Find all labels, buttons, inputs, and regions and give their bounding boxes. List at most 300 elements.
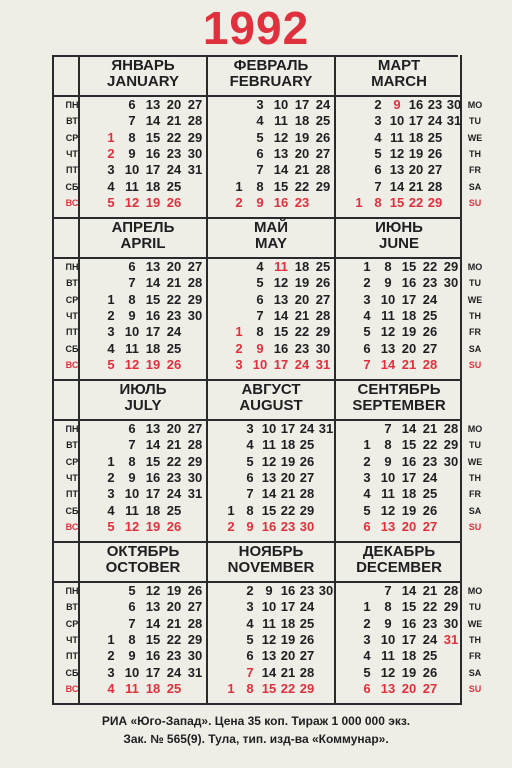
day-cell: 16 [145,145,161,161]
day-cell: 15 [145,129,161,145]
weekday-label-ru: СР [65,618,79,629]
day-cell: 16 [261,518,277,534]
weekday-label-ru: ВТ [66,602,78,613]
day-cell: 2 [235,194,243,210]
day-cell: 19 [145,518,161,534]
day-cell: 4 [256,259,264,274]
day-cell: 17 [294,97,310,112]
month-name-en: DECEMBER [356,559,442,576]
month-august [208,379,334,539]
day-cell: 23 [166,648,182,664]
month-december [336,541,462,701]
day-cell: 14 [401,421,417,436]
day-cell: 20 [294,145,310,161]
day-cell: 26 [166,518,182,534]
day-cell: 2 [363,453,371,469]
day-cell: 20 [166,259,182,274]
day-cell: 5 [363,502,371,518]
weekday-label-en: FR [469,165,481,176]
day-cell: 28 [315,162,331,178]
day-cell: 25 [166,178,182,194]
month-name-ru: ДЕКАБРЬ [362,543,436,560]
day-cell: 13 [380,340,396,356]
month-name-en: NOVEMBER [227,559,315,576]
day-cell: 13 [145,599,161,615]
day-cell: 25 [166,502,182,518]
weekday-label-en: FR [469,489,481,500]
day-cell: 2 [227,518,235,534]
day-cell: 19 [401,324,417,340]
day-cell: 29 [187,129,203,145]
print-info-line: Зак. № 565(9). Тула, тип. изд-ва «Коммунар». [123,732,389,746]
month-name-en: SEPTEMBER [352,397,446,414]
day-cell: 12 [124,194,140,210]
weekday-label-en: SU [468,359,482,370]
day-cell: 22 [422,259,438,274]
day-cell: 16 [401,453,417,469]
weekday-label-en: WE [467,132,483,143]
day-cell: 7 [374,178,382,194]
day-cell: 6 [128,259,136,274]
day-cell: 11 [381,307,395,323]
day-cell: 19 [280,453,296,469]
day-cell: 20 [401,680,417,696]
day-cell: 20 [280,648,296,664]
weekday-label-en: SA [468,181,482,192]
day-cell: 15 [273,178,289,194]
month-july [80,379,206,539]
weekday-label-ru: ПТ [66,165,78,176]
weekday-label-ru: ВС [65,197,79,208]
day-cell: 8 [246,680,254,696]
day-cell: 30 [187,469,203,485]
day-cell: 15 [401,259,417,274]
day-cell: 25 [299,615,315,631]
day-cell: 7 [384,421,392,436]
day-cell: 28 [443,421,459,436]
day-cell: 10 [124,664,140,680]
weekday-label-ru: ВТ [66,440,78,451]
day-cell: 26 [187,583,203,598]
day-cell: 17 [145,324,161,340]
day-cell: 13 [261,469,277,485]
day-cell: 15 [261,502,277,518]
day-cell: 24 [299,421,315,436]
day-cell: 22 [166,631,182,647]
day-cell: 23 [422,275,438,291]
day-cell: 31 [443,631,459,647]
weekday-label-en: WE [467,456,483,467]
day-cell: 22 [166,291,182,307]
day-cell: 5 [363,324,371,340]
day-cell: 18 [280,437,296,453]
day-cell: 9 [128,469,136,485]
weekday-label-en: MO [467,262,483,272]
day-cell: 12 [273,129,289,145]
day-cell: 29 [443,259,459,274]
day-cell: 9 [256,194,264,210]
day-cell: 20 [408,162,424,178]
day-cell: 10 [380,631,396,647]
weekday-label-ru: ПТ [66,327,78,338]
day-cell: 13 [145,97,161,112]
day-cell: 30 [187,307,203,323]
day-cell: 15 [401,599,417,615]
month-november [208,541,334,701]
day-cell: 10 [124,162,140,178]
day-cell: 23 [422,453,438,469]
day-cell: 19 [401,664,417,680]
month-name-en: JUNE [378,235,419,252]
day-cell: 19 [145,356,161,372]
day-cell: 10 [273,97,289,112]
weekday-label-en: MO [467,100,483,110]
day-cell: 22 [166,129,182,145]
weekday-label-ru: ВС [65,521,79,532]
day-cell: 28 [299,486,315,502]
day-cell: 17 [145,664,161,680]
day-cell: 13 [380,680,396,696]
day-cell: 12 [389,145,405,161]
month-march [336,55,462,215]
day-cell: 31 [187,162,203,178]
day-cell: 26 [315,129,331,145]
day-cell: 19 [294,129,310,145]
day-cell: 10 [252,356,268,372]
day-cell: 12 [380,502,396,518]
month-name-en: MARCH [371,73,427,90]
day-cell: 10 [261,599,277,615]
day-cell: 15 [145,291,161,307]
day-cell: 3 [235,356,243,372]
day-cell: 16 [408,97,424,112]
day-cell: 22 [422,437,438,453]
day-cell: 18 [145,680,161,696]
day-cell: 31 [187,664,203,680]
day-cell: 20 [401,340,417,356]
day-cell: 29 [443,599,459,615]
day-cell: 24 [299,599,315,615]
day-cell: 24 [422,631,438,647]
day-cell: 17 [401,469,417,485]
day-cell: 9 [246,518,254,534]
day-cell: 8 [384,599,392,615]
day-cell: 26 [299,631,315,647]
day-cell: 3 [107,162,115,178]
day-cell: 24 [427,113,443,129]
day-cell: 1 [227,502,235,518]
day-cell: 12 [261,631,277,647]
day-cell: 6 [363,340,371,356]
day-cell: 23 [299,583,315,598]
day-cell: 25 [299,437,315,453]
day-cell: 30 [318,583,334,598]
month-name-ru: МАЙ [253,219,289,236]
day-cell: 5 [363,664,371,680]
day-cell: 9 [128,145,136,161]
month-name-ru: ФЕВРАЛЬ [233,57,309,74]
day-cell: 18 [294,259,310,274]
day-cell: 18 [401,486,417,502]
day-cell: 7 [256,307,264,323]
weekday-label-en: WE [467,618,483,629]
day-cell: 7 [128,615,136,631]
weekday-label-ru: ВТ [66,116,78,127]
weekday-label-ru: ЧТ [66,148,78,159]
day-cell: 11 [381,486,395,502]
day-cell: 19 [280,631,296,647]
month-february [208,55,334,215]
day-cell: 26 [166,356,182,372]
day-cell: 3 [246,421,254,436]
day-cell: 14 [273,162,289,178]
day-cell: 4 [256,113,264,129]
day-cell: 20 [166,97,182,112]
day-cell: 29 [299,680,315,696]
day-cell: 11 [125,178,139,194]
weekday-label-en: SA [468,505,482,516]
month-name-en: JULY [124,397,162,414]
weekday-label-ru: СР [65,456,79,467]
weekday-label-en: TH [469,634,481,645]
day-cell: 18 [401,307,417,323]
month-april [80,217,206,377]
day-cell: 7 [246,486,254,502]
day-cell: 24 [166,324,182,340]
day-cell: 14 [145,275,161,291]
day-cell: 12 [145,583,161,598]
month-name-ru: ИЮНЬ [375,219,423,236]
day-cell: 9 [384,615,392,631]
day-cell: 13 [145,421,161,436]
day-cell: 1 [107,129,115,145]
weekday-label-ru: ПТ [66,651,78,662]
weekday-label-ru: ВТ [66,278,78,289]
day-cell: 24 [166,162,182,178]
day-cell: 12 [273,275,289,291]
day-cell: 23 [294,194,310,210]
month-october [80,541,206,701]
day-cell: 4 [107,502,115,518]
day-cell: 8 [128,453,136,469]
month-name-ru: ЯНВАРЬ [111,57,175,74]
day-cell: 3 [374,113,382,129]
day-cell: 18 [408,129,424,145]
weekday-label-en: FR [469,327,481,338]
publisher-line: РИА «Юго-Запад». Цена 35 коп. Тираж 1 000 000 экз. [101,714,411,728]
day-cell: 4 [107,680,115,696]
day-cell: 3 [363,291,371,307]
weekday-label-ru: СР [65,294,79,305]
day-cell: 22 [408,194,424,210]
day-cell: 29 [427,194,443,210]
day-cell: 21 [280,664,296,680]
weekday-label-ru: СБ [65,667,79,678]
grid-hline [52,703,460,705]
day-cell: 29 [187,453,203,469]
weekday-label-en: TH [469,148,481,159]
day-cell: 6 [246,469,254,485]
day-cell: 18 [145,178,161,194]
day-cell: 2 [107,307,115,323]
weekday-label-ru: СБ [65,343,79,354]
day-cell: 7 [128,113,136,129]
day-cell: 27 [187,599,203,615]
day-cell: 30 [446,97,462,112]
weekday-label-ru: ПН [65,100,79,110]
day-cell: 27 [299,469,315,485]
day-cell: 10 [380,469,396,485]
day-cell: 26 [422,664,438,680]
day-cell: 4 [363,307,371,323]
day-cell: 18 [401,648,417,664]
day-cell: 28 [187,437,203,453]
day-cell: 14 [380,356,396,372]
day-cell: 1 [107,291,115,307]
day-cell: 30 [315,340,331,356]
day-cell: 5 [128,583,136,598]
month-name-ru: ОКТЯБРЬ [106,543,180,560]
day-cell: 27 [422,340,438,356]
day-cell: 25 [315,259,331,274]
day-cell: 27 [315,291,331,307]
day-cell: 5 [374,145,382,161]
day-cell: 17 [145,162,161,178]
day-cell: 27 [427,162,443,178]
day-cell: 10 [124,486,140,502]
day-cell: 21 [401,356,417,372]
day-cell: 6 [363,680,371,696]
day-cell: 30 [299,518,315,534]
day-cell: 6 [374,162,382,178]
day-cell: 15 [261,680,277,696]
day-cell: 23 [422,615,438,631]
day-cell: 16 [273,194,289,210]
day-cell: 17 [145,486,161,502]
weekday-label-en: TH [469,310,481,321]
day-cell: 11 [125,340,139,356]
day-cell: 14 [145,113,161,129]
day-cell: 27 [422,680,438,696]
day-cell: 30 [443,275,459,291]
day-cell: 28 [187,113,203,129]
weekday-label-ru: СР [65,132,79,143]
day-cell: 4 [246,437,254,453]
day-cell: 22 [280,502,296,518]
day-cell: 11 [274,259,288,274]
day-cell: 23 [280,518,296,534]
day-cell: 18 [145,502,161,518]
day-cell: 6 [128,421,136,436]
month-name-ru: АПРЕЛЬ [111,219,175,236]
day-cell: 9 [265,583,273,598]
day-cell: 16 [401,275,417,291]
day-cell: 27 [299,648,315,664]
day-cell: 24 [294,356,310,372]
day-cell: 30 [443,453,459,469]
day-cell: 8 [384,437,392,453]
day-cell: 14 [389,178,405,194]
day-cell: 2 [107,648,115,664]
day-cell: 15 [145,631,161,647]
day-cell: 17 [401,291,417,307]
day-cell: 11 [390,129,404,145]
weekday-label-en: SU [468,521,482,532]
weekday-label-en: TU [469,440,481,451]
day-cell: 28 [422,356,438,372]
day-cell: 13 [380,518,396,534]
weekday-label-en: TU [469,278,481,289]
day-cell: 7 [363,356,371,372]
day-cell: 17 [401,631,417,647]
day-cell: 10 [389,113,405,129]
day-cell: 2 [107,469,115,485]
day-cell: 20 [280,469,296,485]
day-cell: 21 [294,307,310,323]
day-cell: 18 [294,113,310,129]
month-name-en: MAY [255,235,287,252]
day-cell: 5 [107,194,115,210]
day-cell: 13 [261,648,277,664]
day-cell: 8 [128,129,136,145]
day-cell: 29 [187,631,203,647]
weekday-label-en: TU [469,116,481,127]
day-cell: 12 [261,453,277,469]
day-cell: 2 [107,145,115,161]
day-cell: 9 [128,307,136,323]
day-cell: 5 [246,631,254,647]
day-cell: 17 [408,113,424,129]
day-cell: 5 [107,356,115,372]
day-cell: 27 [187,421,203,436]
day-cell: 20 [401,518,417,534]
day-cell: 25 [166,680,182,696]
weekday-label-en: MO [467,586,483,596]
day-cell: 31 [318,421,334,436]
day-cell: 24 [315,97,331,112]
day-cell: 7 [256,162,264,178]
weekday-label-en: FR [469,651,481,662]
weekday-label-en: SA [468,667,482,678]
month-name-en: JANUARY [107,73,179,90]
month-june [336,217,462,377]
day-cell: 21 [280,486,296,502]
day-cell: 21 [294,162,310,178]
day-cell: 6 [128,599,136,615]
weekday-label-ru: ВС [65,359,79,370]
day-cell: 8 [128,291,136,307]
day-cell: 1 [355,194,363,210]
month-name-en: OCTOBER [105,559,181,576]
day-cell: 13 [273,145,289,161]
day-cell: 18 [280,615,296,631]
day-cell: 18 [145,340,161,356]
day-cell: 26 [299,453,315,469]
weekday-label-en: MO [467,424,483,434]
day-cell: 11 [262,615,276,631]
year-title: 1992 [202,2,310,54]
day-cell: 15 [145,453,161,469]
weekday-label-ru: ЧТ [66,634,78,645]
day-cell: 8 [246,502,254,518]
day-cell: 30 [187,145,203,161]
day-cell: 2 [235,340,243,356]
day-cell: 15 [389,194,405,210]
day-cell: 6 [128,97,136,112]
day-cell: 24 [422,469,438,485]
day-cell: 29 [299,502,315,518]
day-cell: 19 [145,194,161,210]
